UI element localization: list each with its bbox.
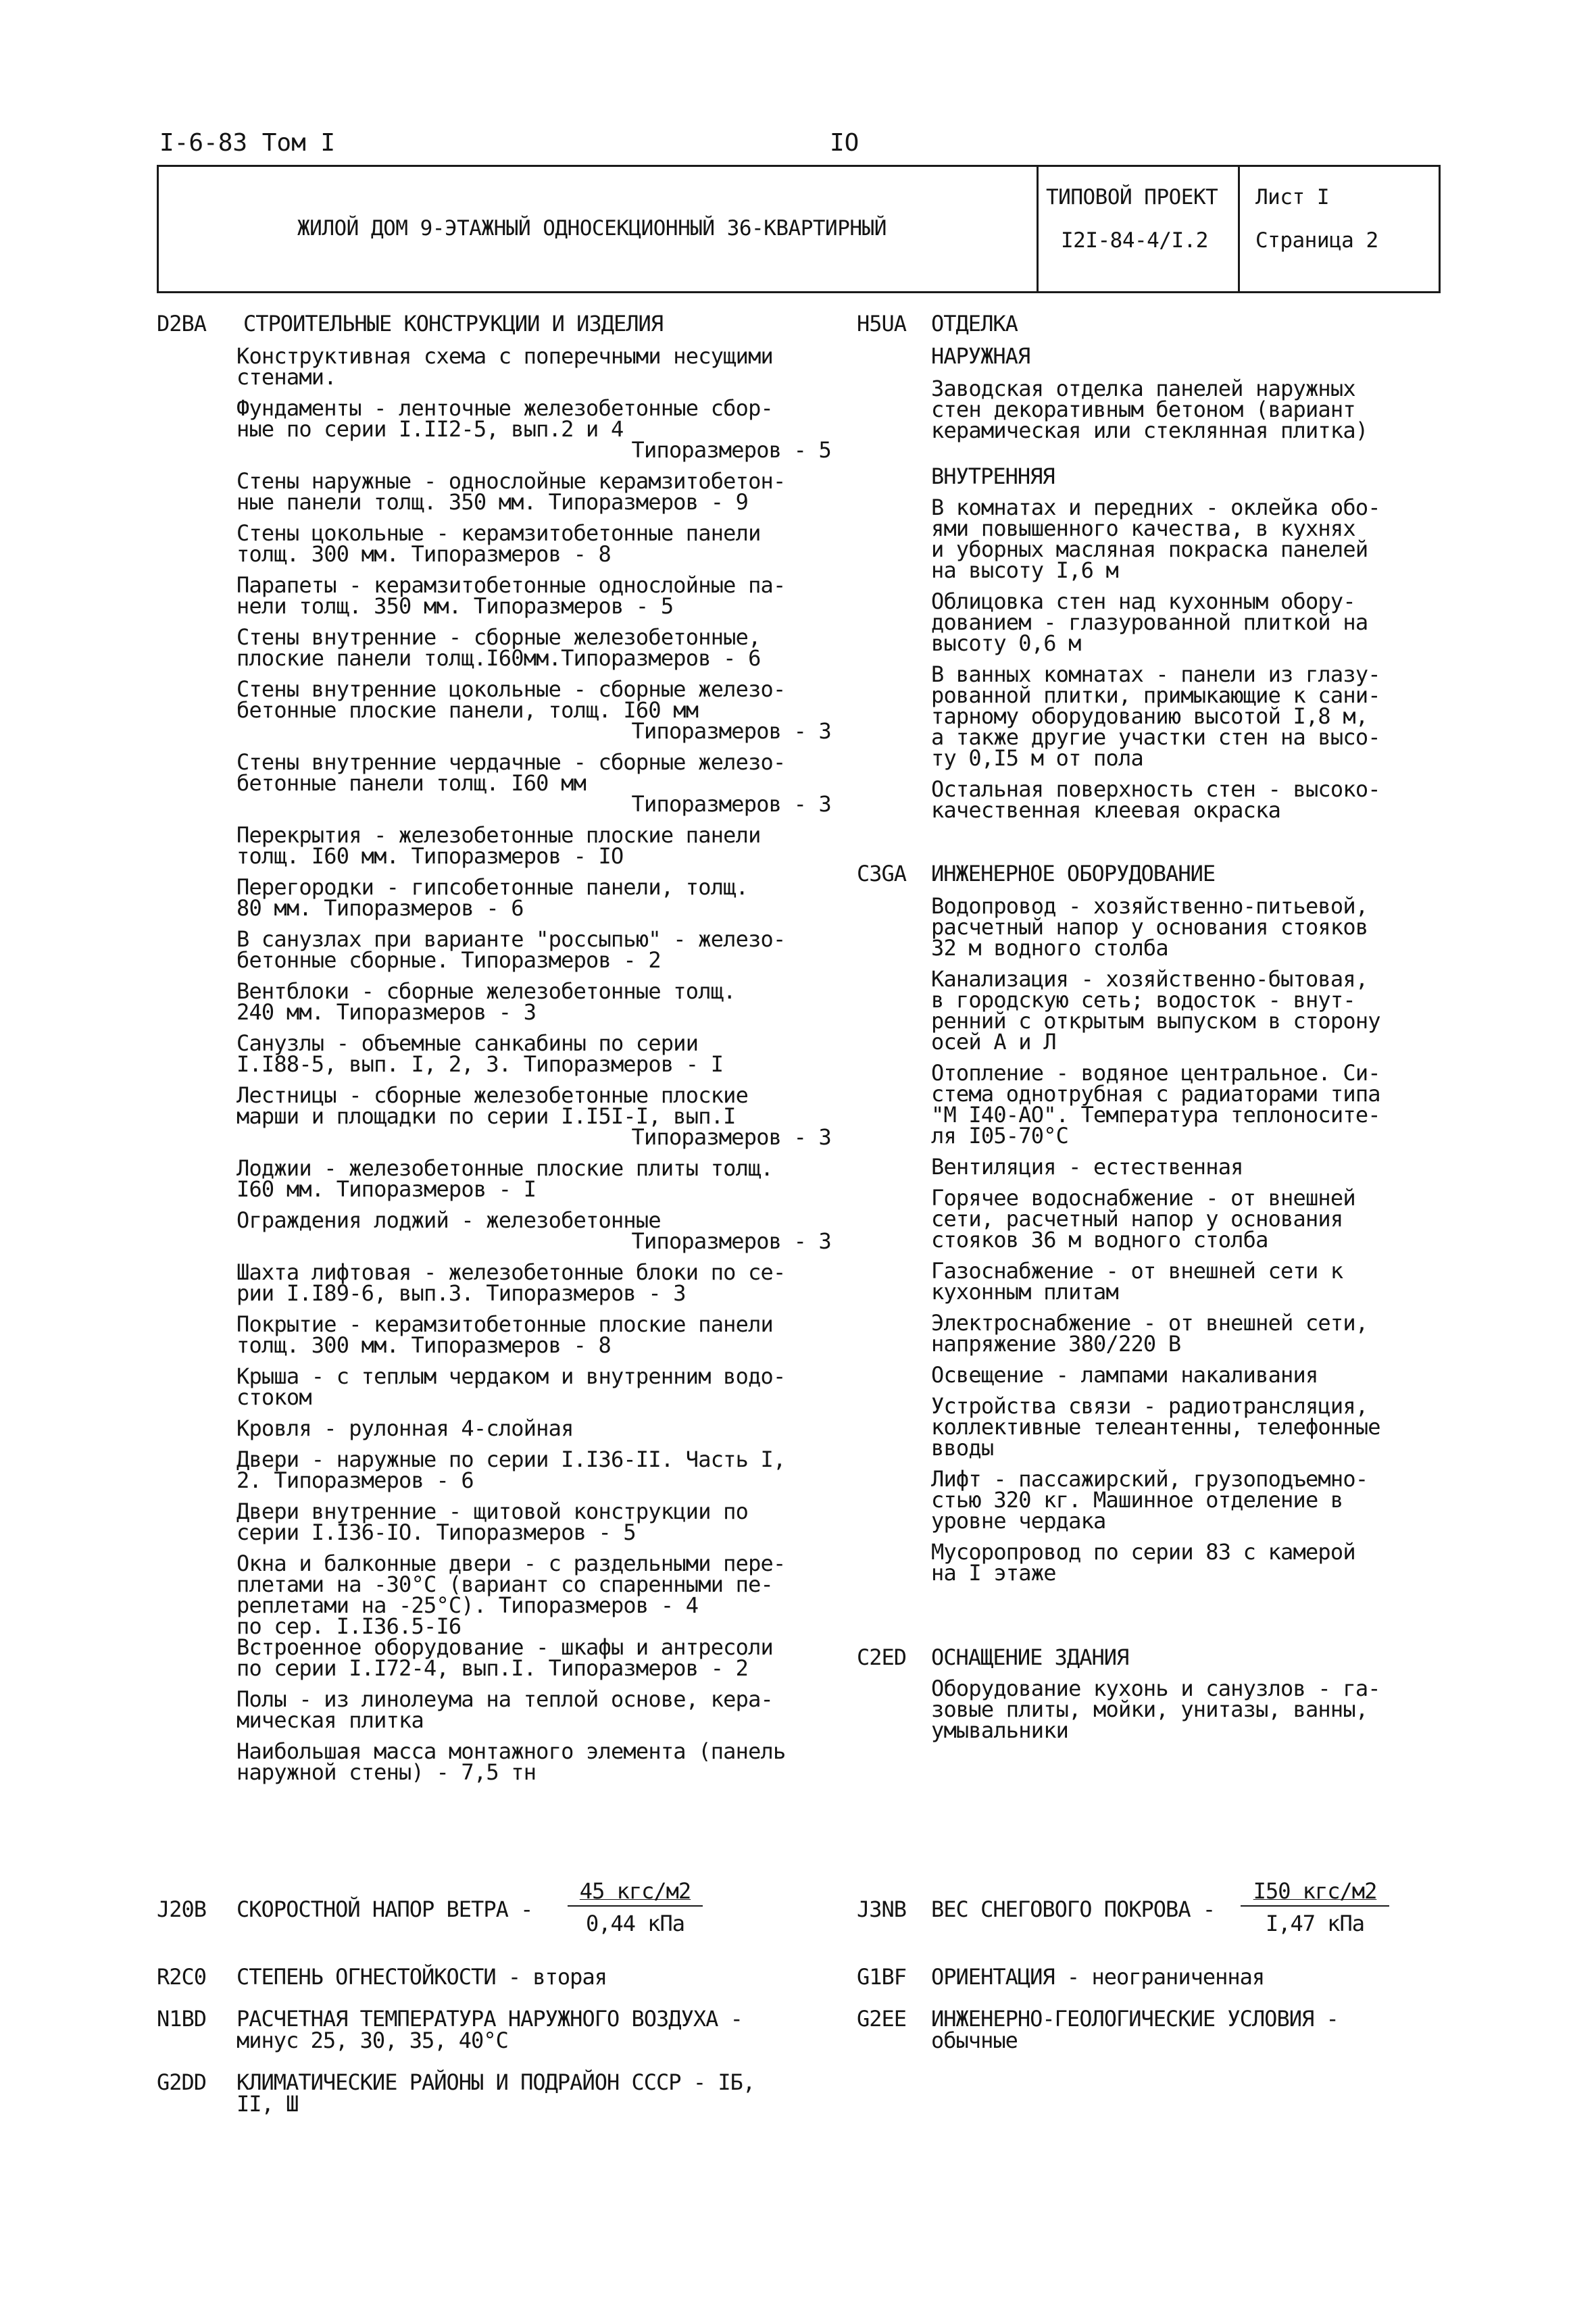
structure-item-line: Парапеты - керамзитобетонные однослойные па- — [236, 572, 786, 598]
wind-label: СКОРОСТНОЙ НАПОР ВЕТРА - — [236, 1896, 533, 1922]
interior-finish-item — [931, 497, 1445, 581]
geology-block — [931, 2008, 1339, 2051]
snow-value — [1241, 1880, 1389, 1935]
engineering-item-line: Электроснабжение - от внешней сети, — [931, 1310, 1368, 1336]
structure-item-line: бетонные панели толщ. I60 мм — [236, 770, 587, 796]
structure-item-line: плоские панели толщ.I60мм.Типоразмеров - 6 — [236, 645, 761, 671]
structure-item-line: толщ. I60 мм. Типоразмеров - IO — [236, 843, 624, 869]
interior-finish-item-line: на высоту I,6 м — [931, 557, 1118, 583]
interior-finish-item-line: и уборных масляная покраска панелей — [931, 536, 1368, 562]
page-label: Страница 2 — [1255, 228, 1378, 253]
structure-item-line: I.I88-5, вып. I, 2, 3. Типоразмеров - I — [236, 1051, 724, 1077]
geology-line: ИНЖЕНЕРНО-ГЕОЛОГИЧЕСКИЕ УСЛОВИЯ - — [931, 2006, 1339, 2032]
interior-finish-item-line: а также другие участки стен на высо- — [931, 724, 1380, 750]
engineering-item-line: Газоснабжение - от внешней сети к — [931, 1258, 1343, 1284]
engineering-item — [931, 1154, 1445, 1180]
engineering-item-line: ренний с открытым выпуском в сторону — [931, 1008, 1380, 1034]
structure-item-line: Санузлы - объемные санкабины по серии — [236, 1030, 699, 1056]
engineering-item-line: вводы — [931, 1435, 994, 1461]
sheet-label: Лист I — [1255, 185, 1329, 209]
size-count: Типоразмеров - 3 — [631, 1124, 831, 1150]
engineering-item-line: "М I40-АО". Температура теплоносите- — [931, 1102, 1380, 1128]
engineering-item-line: на I этаже — [931, 1560, 1056, 1586]
engineering-item-line: стема однотрубная с радиаторами типа — [931, 1081, 1380, 1107]
snow-denominator: I,47 кПа — [1265, 1911, 1365, 1936]
structure-item-line: толщ. 300 мм. Типоразмеров - 8 — [236, 541, 611, 567]
structure-item-line: I60 мм. Типоразмеров - I — [236, 1176, 537, 1202]
interior-finish-item-line: рованной плитки, примыкающие к сани- — [931, 682, 1380, 708]
structure-item-line: бетонные сборные. Типоразмеров - 2 — [236, 947, 661, 973]
wind-value — [568, 1880, 703, 1935]
engineering-item — [931, 1539, 1445, 1586]
interior-finish-item — [931, 661, 1445, 771]
engineering-code: C3GA — [857, 861, 907, 886]
structure-item-line: толщ. 300 мм. Типоразмеров - 8 — [236, 1332, 611, 1358]
structure-item-line: Крыша - с теплым чердаком и внутренним водо- — [236, 1363, 786, 1389]
temperature-line: минус 25, 30, 35, 40°С — [236, 2028, 508, 2053]
structure-item-line: Шахта лифтовая - железобетонные блоки по се- — [236, 1259, 786, 1285]
interior-finish-item-line: ту 0,I5 м от пола — [931, 745, 1143, 771]
structure-item — [236, 1207, 831, 1254]
exterior-finish-item-line: Заводская отделка панелей наружных — [931, 376, 1355, 401]
structure-item — [236, 1553, 831, 1679]
equipment-item — [931, 1678, 1445, 1741]
engineering-item-line: Водопровод - хозяйственно-питьевой, — [931, 893, 1368, 919]
snow-numerator: I50 кгс/м2 — [1241, 1880, 1389, 1907]
structure-item-line: Кровля - рулонная 4-слойная — [236, 1415, 574, 1441]
engineering-item-line: Горячее водоснабжение - от внешней — [931, 1185, 1355, 1211]
structure-item-line: Полы - из линолеума на теплой основе, кера- — [236, 1686, 774, 1712]
structure-item-line: рии I.I89-6, вып.3. Типоразмеров - 3 — [236, 1280, 686, 1306]
wind-denominator: 0,44 кПа — [585, 1911, 685, 1936]
structure-item-line: Стены внутренние цокольные - сборные железо- — [236, 676, 786, 702]
engineering-item-line: стью 320 кг. Машинное отделение в — [931, 1487, 1343, 1513]
structure-item — [236, 468, 831, 515]
structure-item — [236, 749, 831, 817]
structure-item — [236, 926, 831, 973]
structure-item-line: Двери - наружные по серии I.I36-II. Часть I, — [236, 1447, 786, 1472]
page-number: IO — [830, 129, 859, 157]
interior-finish-item-line: Остальная поверхность стен - высоко- — [931, 776, 1380, 802]
equipment-list — [931, 1678, 1445, 1751]
wind-numerator: 45 кгс/м2 — [568, 1880, 703, 1907]
structure-item-line: марши и площадки по серии I.I5I-I, вып.I — [236, 1103, 736, 1129]
geology-code: G2EE — [857, 2006, 907, 2032]
structure-item-line: Ограждения лоджий - железобетонные — [236, 1207, 661, 1233]
engineering-item — [931, 1393, 1445, 1461]
structure-item-line: 2. Типоразмеров - 6 — [236, 1467, 474, 1493]
exterior-finish-list — [931, 378, 1445, 451]
exterior-finish-item-line: керамическая или стеклянная плитка) — [931, 418, 1368, 443]
structure-item-line: стоком — [236, 1384, 311, 1410]
engineering-item-line: уровне чердака — [931, 1508, 1106, 1534]
structure-item — [236, 1082, 831, 1150]
engineering-item — [931, 966, 1445, 1055]
structure-item-line: стенами. — [236, 364, 336, 390]
structures-title: СТРОИТЕЛЬНЫЕ КОНСТРУКЦИИ И ИЗДЕЛИЯ — [243, 311, 664, 336]
structure-item — [236, 624, 831, 671]
exterior-finish-item-line: стен декоративным бетоном (вариант — [931, 397, 1355, 422]
engineering-item — [931, 1362, 1445, 1388]
finishing-title: ОТДЕЛКА — [931, 311, 1018, 336]
interior-finish-item — [931, 776, 1445, 823]
engineering-item — [931, 1060, 1445, 1149]
structures-list — [236, 343, 831, 1793]
engineering-item-line: кухонным плитам — [931, 1279, 1118, 1305]
orientation: ОРИЕНТАЦИЯ - неограниченная — [931, 1964, 1265, 1990]
structure-item-line: Наибольшая масса монтажного элемента (панель — [236, 1738, 786, 1764]
equipment-item-line: Оборудование кухонь и санузлов - га- — [931, 1676, 1380, 1701]
finishing-code: H5UA — [857, 311, 907, 336]
structure-item-line: Встроенное оборудование - шкафы и антресоли — [236, 1634, 774, 1660]
structure-item — [236, 1155, 831, 1202]
structure-item — [236, 978, 831, 1025]
project-number: I2I-84-4/I.2 — [1061, 228, 1208, 253]
equipment-title: ОСНАЩЕНИЕ ЗДАНИЯ — [931, 1644, 1129, 1670]
fire-code: R2C0 — [157, 1964, 207, 1990]
structure-item — [236, 676, 831, 744]
interior-finish-item-line: качественная клеевая окраска — [931, 797, 1281, 823]
structure-item-line: Вентблоки - сборные железобетонные толщ. — [236, 978, 736, 1004]
interior-finish-item-line: В комнатах и передних - оклейка обо- — [931, 495, 1380, 520]
engineering-item — [931, 1466, 1445, 1534]
engineering-item — [931, 1185, 1445, 1253]
structure-item-line: Конструктивная схема с поперечными несущими — [236, 343, 774, 369]
engineering-item-line: Отопление - водяное центральное. Си- — [931, 1060, 1380, 1086]
snow-code: J3NB — [857, 1896, 907, 1922]
climate-line: II, Ш — [236, 2091, 299, 2117]
structure-item-line: Стены наружные - однослойные керамзитобетон- — [236, 468, 786, 494]
structure-item-line: Стены цокольные - керамзитобетонные панели — [236, 520, 761, 546]
size-count: Типоразмеров - 3 — [631, 718, 831, 744]
structure-item — [236, 343, 831, 390]
structure-item — [236, 1415, 831, 1441]
structure-item-line: 240 мм. Типоразмеров - 3 — [236, 999, 537, 1025]
temperature-block — [236, 2008, 743, 2051]
climate-code: G2DD — [157, 2069, 207, 2095]
engineering-item-line: ля I05-70°С — [931, 1123, 1069, 1149]
engineering-item-line: 32 м водного столба — [931, 935, 1168, 961]
structure-item — [236, 395, 831, 463]
standard-project-label: ТИПОВОЙ ПРОЕКТ — [1046, 185, 1218, 209]
engineering-list — [931, 893, 1445, 1594]
structure-item-line: Фундаменты - ленточные железобетонные сбор- — [236, 395, 774, 421]
structure-item — [236, 1363, 831, 1410]
engineering-item-line: Лифт - пассажирский, грузоподъемно- — [931, 1466, 1368, 1492]
interior-finish-item-line: дованием - глазурованной плиткой на — [931, 609, 1368, 635]
interior-finish-item-line: высоту 0,6 м — [931, 630, 1081, 656]
engineering-item-line: Устройства связи - радиотрансляция, — [931, 1393, 1368, 1419]
engineering-item-line: осей А и Л — [931, 1029, 1056, 1055]
engineering-title: ИНЖЕНЕРНОЕ ОБОРУДОВАНИЕ — [931, 861, 1216, 886]
snow-label: ВЕС СНЕГОВОГО ПОКРОВА - — [931, 1896, 1216, 1922]
orientation-code: G1BF — [857, 1964, 907, 1990]
structure-item-line: наружной стены) - 7,5 тн — [236, 1759, 537, 1785]
temperature-code: N1BD — [157, 2006, 207, 2032]
geology-line: обычные — [931, 2028, 1018, 2053]
size-count: Типоразмеров - 3 — [631, 791, 831, 817]
interior-finish-list — [931, 497, 1445, 831]
exterior-finish-item — [931, 378, 1445, 441]
structure-item — [236, 1738, 831, 1785]
engineering-item-line: Вентиляция - естественная — [931, 1154, 1243, 1180]
structure-item-line: Стены внутренние - сборные железобетонные, — [236, 624, 761, 650]
equipment-code: C2ED — [857, 1644, 907, 1670]
climate-line: КЛИМАТИЧЕСКИЕ РАЙОНЫ И ПОДРАЙОН СССР - IБ, — [236, 2069, 755, 2095]
temperature-line: РАСЧЕТНАЯ ТЕМПЕРАТУРА НАРУЖНОГО ВОЗДУХА - — [236, 2006, 743, 2032]
size-count: Типоразмеров - 3 — [631, 1228, 831, 1254]
project-title: ЖИЛОЙ ДОМ 9-ЭТАЖНЫЙ ОДНОСЕКЦИОННЫЙ 36-КВАРТИРНЫЙ — [297, 216, 887, 241]
wind-code: J20B — [157, 1896, 207, 1922]
structures-code: D2BA — [157, 311, 207, 336]
structure-item-line: реплетами на -25°С). Типоразмеров - 4 — [236, 1592, 699, 1618]
structure-item — [236, 1311, 831, 1358]
structure-item-line: мическая плитка — [236, 1707, 424, 1733]
engineering-item — [931, 1258, 1445, 1305]
structure-item — [236, 822, 831, 869]
exterior-label: НАРУЖНАЯ — [931, 343, 1030, 369]
structure-item-line: ные панели толщ. 350 мм. Типоразмеров - 9 — [236, 489, 749, 515]
structure-item-line: Покрытие - керамзитобетонные плоские панели — [236, 1311, 774, 1337]
structure-item — [236, 1686, 831, 1733]
structure-item-line: Лестницы - сборные железобетонные плоские — [236, 1082, 749, 1108]
structure-item — [236, 1259, 831, 1306]
document-reference: I-6-83 Том I — [159, 129, 336, 157]
structure-item-line: Перекрытия - железобетонные плоские панели — [236, 822, 761, 848]
structure-item — [236, 1030, 831, 1077]
size-count: Типоразмеров - 5 — [631, 437, 831, 463]
structure-item-line: Двери внутренние - щитовой конструкции по — [236, 1499, 749, 1524]
interior-finish-item — [931, 588, 1445, 656]
structure-item-line: по сер. I.I36.5-I6 — [236, 1613, 462, 1639]
engineering-item-line: стояков 36 м водного столба — [931, 1227, 1268, 1253]
interior-finish-item-line: Облицовка стен над кухонным обору- — [931, 588, 1355, 614]
structure-item-line: Окна и балконные двери - с раздельными пере- — [236, 1551, 786, 1576]
engineering-item — [931, 1310, 1445, 1357]
structure-item-line: Стены внутренние чердачные - сборные железо- — [236, 749, 786, 775]
structure-item-line: бетонные плоские панели, толщ. I60 мм — [236, 697, 699, 723]
structure-item-line: нели толщ. 350 мм. Типоразмеров - 5 — [236, 593, 674, 619]
structure-item-line: серии I.I36-IO. Типоразмеров - 5 — [236, 1519, 636, 1545]
structure-item — [236, 1501, 831, 1543]
structure-item — [236, 1449, 831, 1491]
equipment-item-line: зовые плиты, мойки, унитазы, ванны, — [931, 1696, 1368, 1722]
structure-item-line: 80 мм. Типоразмеров - 6 — [236, 895, 524, 921]
structure-item-line: Лоджии - железобетонные плоские плиты толщ. — [236, 1155, 774, 1181]
fire-resistance: СТЕПЕНЬ ОГНЕСТОЙКОСТИ - вторая — [236, 1964, 607, 1990]
engineering-item-line: в городскую сеть; водосток - внут- — [931, 987, 1355, 1013]
climate-block — [236, 2071, 755, 2115]
engineering-item-line: расчетный напор у основания стояков — [931, 914, 1368, 940]
structure-item-line: Перегородки - гипсобетонные панели, толщ. — [236, 874, 749, 900]
structure-item-line: ные по серии I.II2-5, вып.2 и 4 — [236, 416, 624, 442]
engineering-item — [931, 893, 1445, 961]
structure-item-line: В санузлах при варианте "россыпью" - железо- — [236, 926, 786, 952]
engineering-item-line: Освещение - лампами накаливания — [931, 1362, 1318, 1388]
engineering-item-line: напряжение 380/220 В — [931, 1331, 1181, 1357]
engineering-item-line: Канализация - хозяйственно-бытовая, — [931, 966, 1368, 992]
engineering-item-line: Мусоропровод по серии 83 с камерой — [931, 1539, 1355, 1565]
structure-item-line: по серии I.I72-4, вып.I. Типоразмеров - 2 — [236, 1655, 749, 1681]
interior-finish-item-line: В ванных комнатах - панели из глазу- — [931, 661, 1380, 687]
interior-finish-item-line: ями повышенного качества, в кухнях — [931, 515, 1355, 541]
engineering-item-line: коллективные телеантенны, телефонные — [931, 1414, 1380, 1440]
structure-item — [236, 520, 831, 567]
equipment-item-line: умывальники — [931, 1717, 1069, 1743]
structure-item — [236, 874, 831, 921]
structure-item — [236, 572, 831, 619]
interior-label: ВНУТРЕННЯЯ — [931, 463, 1055, 489]
engineering-item-line: сети, расчетный напор у основания — [931, 1206, 1343, 1232]
structure-item-line: плетами на -30°С (вариант со спаренными пе- — [236, 1571, 774, 1597]
interior-finish-item-line: тарному оборудованию высотой I,8 м, — [931, 703, 1368, 729]
